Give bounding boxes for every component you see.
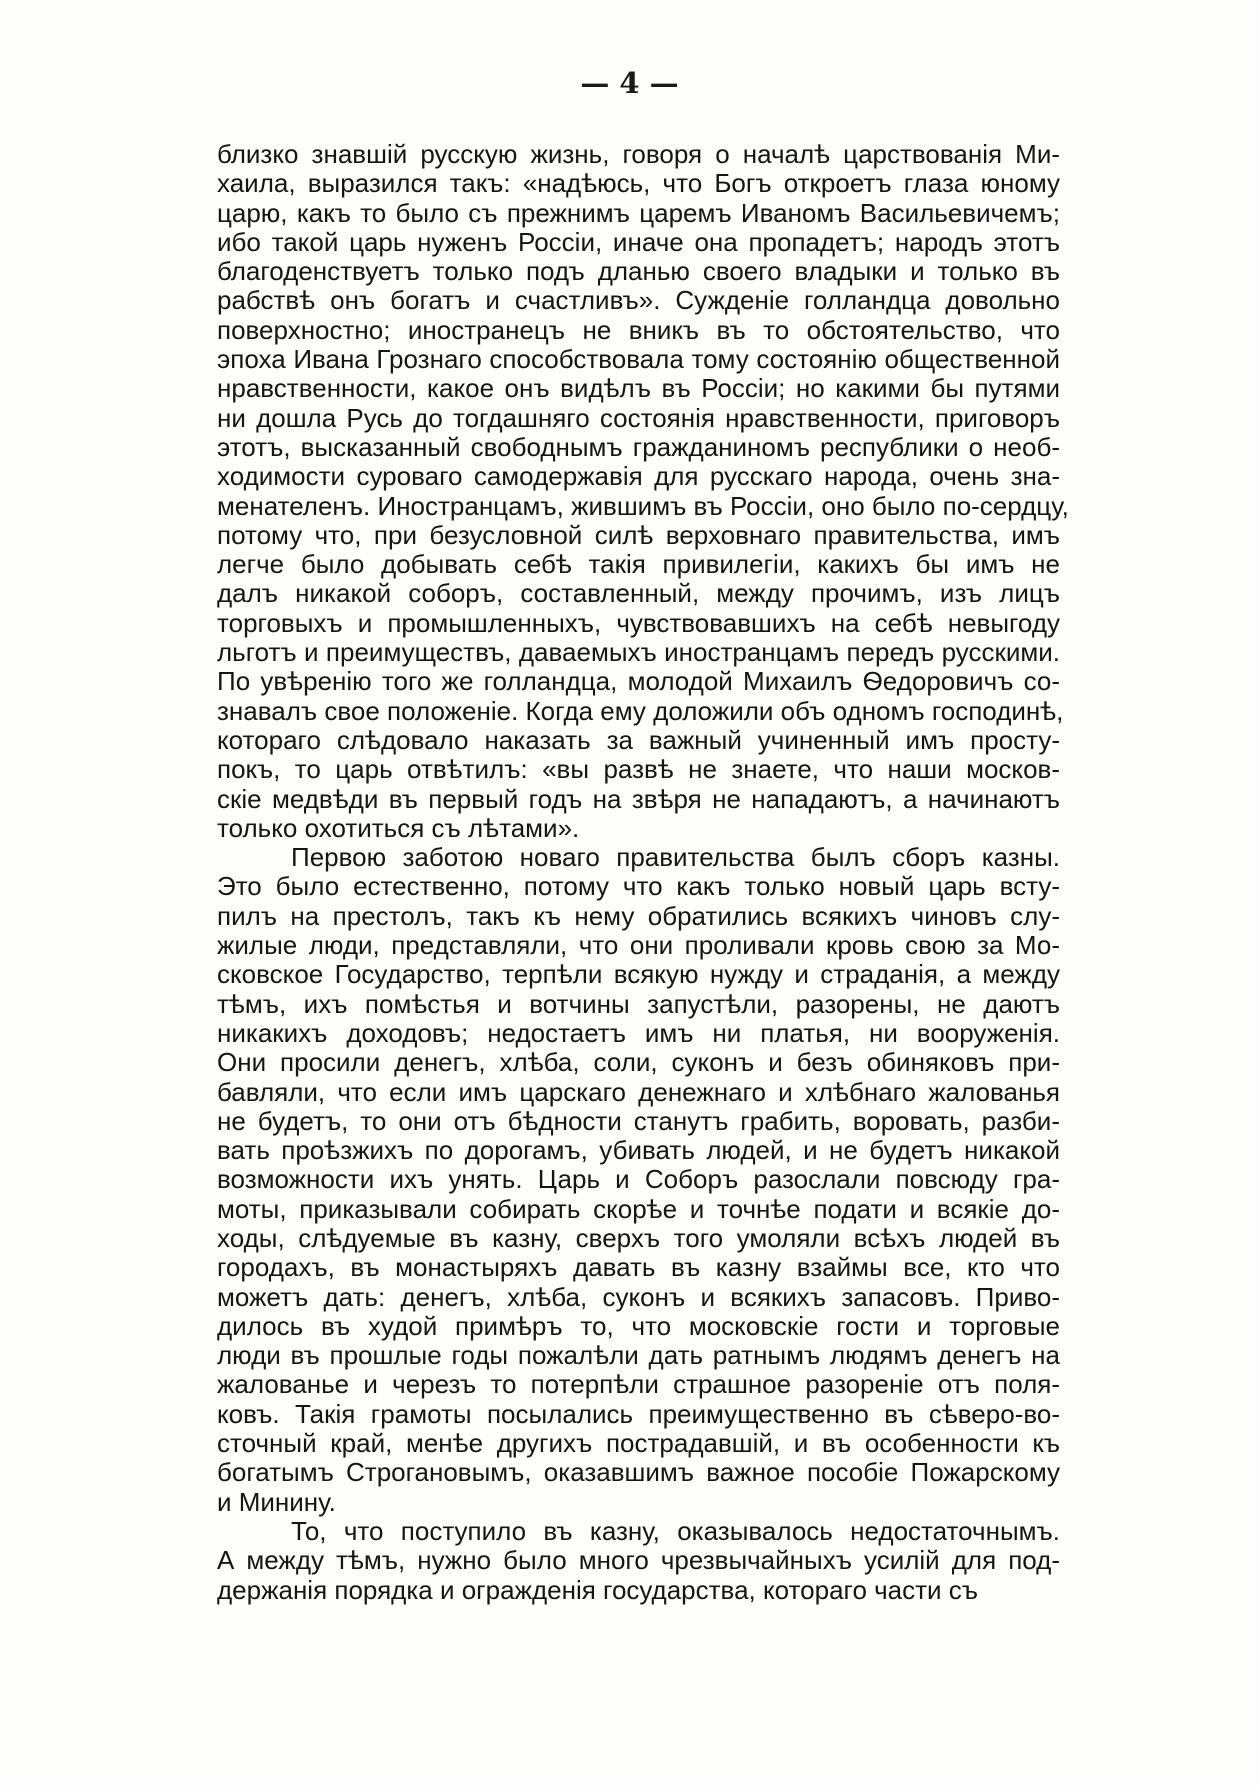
text-line: далъ никакой соборъ, составленный, между прочимъ, изъ лицъ (217, 578, 1060, 609)
text-line: ни дошла Русь до тогдашняго состоянія нравственности, приговоръ (217, 402, 1060, 433)
text-line: тѣмъ, ихъ помѣстья и вотчины запустѣли, разорены, не даютъ (217, 988, 1060, 1019)
text-line: можетъ дать: денегъ, хлѣба, суконъ и всякихъ запасовъ. Приво- (217, 1281, 1060, 1312)
text-line: дилось въ худой примѣръ то, что московскіе гости и торговые (217, 1310, 1060, 1341)
text-line: нравственности, какое онъ видѣлъ въ Россіи; но какими бы путями (217, 373, 1060, 404)
text-line: близко знавшій русскую жизнь, говоря о началѣ царствованія Ми- (217, 139, 1060, 169)
text-line: пилъ на престолъ, такъ къ нему обратились всякихъ чиновъ слу- (217, 900, 1060, 931)
text-line: только охотиться съ лѣтами». (217, 812, 580, 843)
text-line: жалованье и черезъ то потерпѣли страшное разореніе отъ поля- (217, 1369, 1060, 1400)
text-line: торговыхъ и промышленныхъ, чувствовавшихъ на себѣ невыгоду (217, 607, 1060, 638)
text-line: Первою заботою новаго правительства былъ сборъ казны. (291, 842, 1060, 873)
text-line: знавалъ свое положеніе. Когда ему доложили объ одномъ господинѣ, (217, 695, 1064, 726)
text-line: потому что, при безусловной силѣ верховнаго правительства, имъ (217, 519, 1060, 550)
text-line: вать проѣзжихъ по дорогамъ, убивать людей, и не будетъ никакой (217, 1135, 1060, 1166)
text-line: держанія порядка и огражденія государства, котораго части съ (217, 1574, 979, 1605)
text-line: ходы, слѣдуемые въ казну, сверхъ того умоляли всѣхъ людей въ (217, 1222, 1060, 1253)
text-line: Это было естественно, потому что какъ только новый царь всту- (217, 871, 1060, 902)
text-line: легче было добывать себѣ такія привилегіи, какихъ бы имъ не (217, 549, 1060, 580)
text-line: Они просили денегъ, хлѣба, соли, суконъ и безъ обиняковъ при- (217, 1047, 1060, 1078)
text-line: возможности ихъ унять. Царь и Соборъ разослали повсюду гра- (217, 1164, 1060, 1195)
text-line: скіе медвѣди въ первый годъ на звѣря не нападаютъ, а начинаютъ (217, 783, 1060, 814)
page-number: — 4 — (580, 66, 679, 100)
text-line: менателенъ. Иностранцамъ, жившимъ въ Россіи, оно было по-сердцу, (217, 490, 1069, 521)
text-line: богатымъ Строгановымъ, оказавшимъ важное пособіе Пожарскому (217, 1457, 1060, 1488)
text-line: ибо такой царь нуженъ Россіи, иначе она пропадетъ; народъ этотъ (217, 226, 1060, 257)
text-line: городахъ, въ монастыряхъ давать въ казну взаймы все, кто что (217, 1252, 1060, 1283)
text-line: жилые люди, представляли, что они проливали кровь свою за Мо- (217, 930, 1060, 961)
text-line: и Минину. (217, 1486, 336, 1517)
text-line: котораго слѣдовало наказать за важный учиненный имъ просту- (217, 724, 1060, 755)
text-line: А между тѣмъ, нужно было много чрезвычайныхъ усилій для под- (217, 1545, 1060, 1576)
text-line: этотъ, высказанный свободнымъ гражданиномъ республики о необ- (217, 431, 1060, 462)
text-line: хаила, выразился такъ: «надѣюсь, что Богъ откроетъ глаза юному (217, 168, 1060, 199)
text-line: По увѣренію того же голландца, молодой Михаилъ Ѳедоровичъ со- (217, 666, 1060, 697)
text-line: люди въ прошлые годы пожалѣли дать ратнымъ людямъ денегъ на (217, 1340, 1060, 1371)
text-line: сточный край, менѣе другихъ пострадавшій, и въ особенности къ (217, 1428, 1060, 1459)
text-line: моты, приказывали собирать скорѣе и точнѣе подати и всякіе до- (217, 1193, 1060, 1224)
text-line: льготъ и преимуществъ, даваемыхъ иностранцамъ передъ русскими. (217, 637, 1060, 668)
text-body (217, 139, 1069, 1605)
text-line: ковъ. Такія грамоты посылались преимущественно въ сѣверо-во- (217, 1398, 1060, 1429)
text-line: поверхностно; иностранецъ не вникъ въ то обстоятельство, что (217, 314, 1060, 345)
text-line: То, что поступило въ казну, оказывалось недостаточнымъ. (291, 1515, 1060, 1546)
text-line: царю, какъ то было съ прежнимъ царемъ Иваномъ Васильевичемъ; (217, 197, 1060, 228)
text-line: рабствѣ онъ богатъ и счастливъ». Сужденіе голландца довольно (217, 285, 1060, 316)
text-line: ходимости суроваго самодержавія для русскаго народа, очень зна- (217, 461, 1060, 492)
text-line: никакихъ доходовъ; недостаетъ имъ ни платья, ни вооруженія. (217, 1017, 1060, 1048)
text-line: не будетъ, то они отъ бѣдности станутъ грабить, воровать, разби- (217, 1105, 1060, 1136)
text-line: покъ, то царь отвѣтилъ: «вы развѣ не знаете, что наши москов- (217, 754, 1060, 785)
text-line: сковское Государство, терпѣли всякую нужду и страданія, а между (217, 959, 1060, 990)
text-line: бавляли, что если имъ царскаго денежнаго и хлѣбнаго жалованья (217, 1076, 1060, 1107)
text-line: благоденствуетъ только подъ дланью своего владыки и только въ (217, 256, 1060, 287)
text-line: эпоха Ивана Грознаго способствовала тому состоянію общественной (217, 344, 1060, 375)
